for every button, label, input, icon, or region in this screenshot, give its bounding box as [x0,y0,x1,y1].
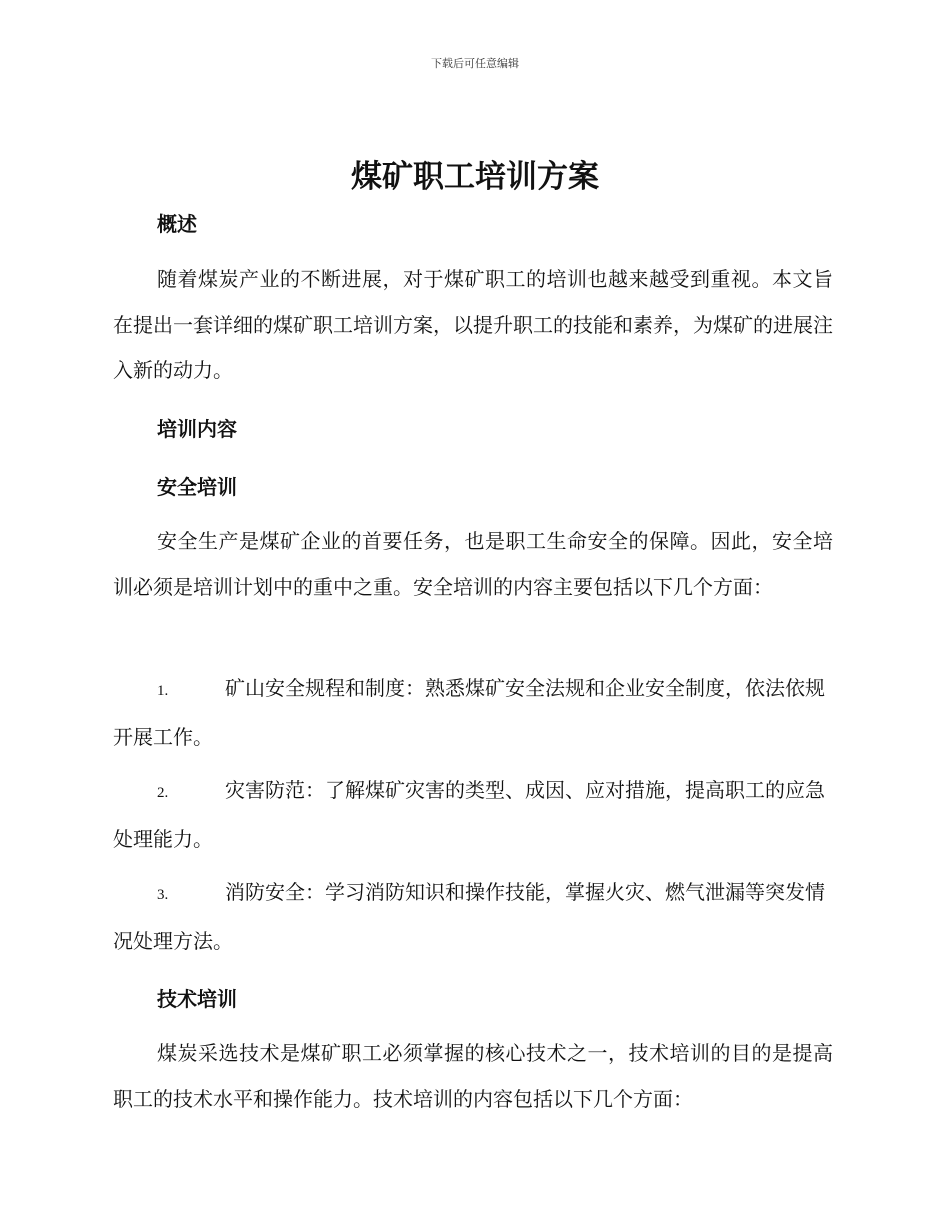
section-heading-safety-training: 安全培训 [157,475,237,499]
section-heading-training-content: 培训内容 [157,417,237,441]
list-item-number: 1. [157,683,169,699]
section-heading-tech-training: 技术培训 [157,987,237,1011]
list-item [113,768,833,862]
list-item-text: 消防安全：学习消防知识和操作技能，掌握火灾、燃气泄漏等突发情况处理方法。 [113,880,825,953]
section-heading-overview: 概述 [157,212,197,236]
paragraph-overview: 随着煤炭产业的不断进展，对于煤矿职工的培训也越来越受到重视。本文旨在提出一套详细的煤矿职工培训方案，以提升职工的技能和素养，为煤矿的进展注入新的动力。 [113,267,833,382]
list-item-text: 矿山安全规程和制度：熟悉煤矿安全法规和企业安全制度，依法依规开展工作。 [113,676,825,749]
list-item-text: 灾害防范：了解煤矿灾害的类型、成因、应对措施，提高职工的应急处理能力。 [113,778,825,851]
paragraph-tech: 煤炭采选技术是煤矿职工必须掌握的核心技术之一，技术培训的目的是提高职工的技术水平和操作能力。技术培训的内容包括以下几个方面： [113,1041,833,1111]
list-item [113,870,833,964]
list-item-number: 3. [157,887,169,903]
document-title: 煤矿职工培训方案 [351,159,599,195]
list-item [113,666,833,760]
header-note: 下载后可任意编辑 [431,57,519,70]
paragraph-safety: 安全生产是煤矿企业的首要任务，也是职工生命安全的保障。因此，安全培训必须是培训计划中的重中之重。安全培训的内容主要包括以下几个方面： [113,529,833,599]
list-item-number: 2. [157,785,169,801]
